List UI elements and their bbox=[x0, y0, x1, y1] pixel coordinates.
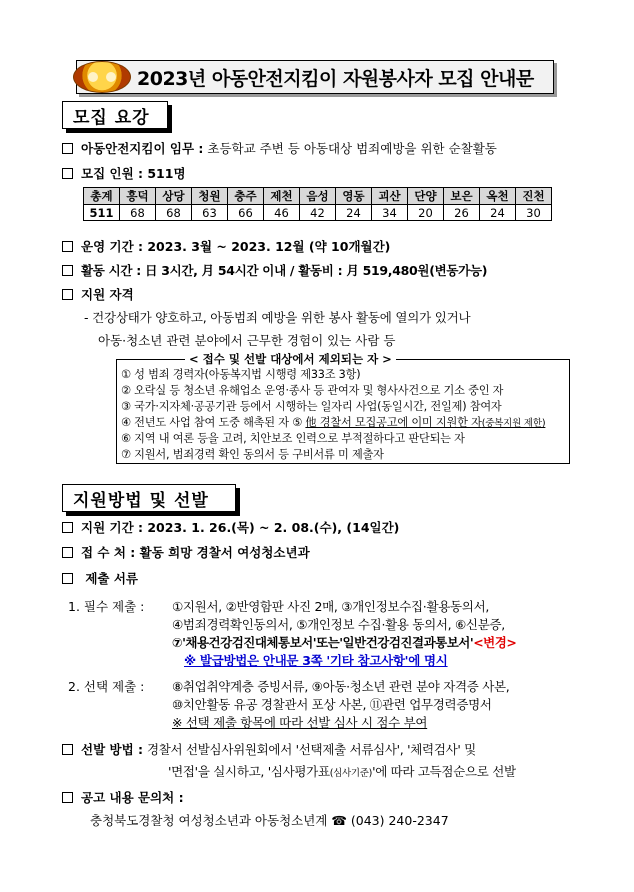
exclusion-item: ① 성 범죄 경력자(아동복지법 시행령 제33조 3항) bbox=[121, 368, 361, 381]
contact-text: 충청북도경찰청 여성청소년과 아동청소년계 ☎ (043) 240-2347 bbox=[90, 813, 449, 828]
checkbox-bullet-icon bbox=[62, 241, 73, 252]
apply-place-line: 접 수 처 : 활동 희망 경찰서 여성청소년과 bbox=[62, 543, 310, 561]
table-header-cell: 단양 bbox=[408, 188, 444, 205]
section-heading-application: 지원방법 및 선발 bbox=[62, 484, 236, 512]
exclusion-item: ③ 국가·지자체·공공기관 등에서 시행하는 일자리 사업(동일시간, 전일제) 참여자 bbox=[121, 400, 502, 413]
exclusion-item: ② 오락실 등 청소년 유해업소 운영·종사 등 관여자 및 형사사건으로 기소 중인 자 bbox=[121, 384, 504, 397]
checkbox-bullet-icon bbox=[62, 547, 73, 558]
table-value-cell: 63 bbox=[192, 205, 228, 221]
required-docs-label: 1. 필수 제출 : bbox=[68, 599, 145, 614]
page-title: 2023년 아동안전지킴이 자원봉사자 모집 안내문 bbox=[137, 67, 534, 90]
table-header-cell: 보은 bbox=[444, 188, 480, 205]
selection-line-2: '면접'을 실시하고, '심사평가표(심사기준)'에 따라 고득점순으로 선발 bbox=[168, 764, 516, 779]
exclusion-item: ⑥ 지역 내 여론 등을 고려, 치안보조 인력으로 부적절하다고 판단되는 자 bbox=[121, 432, 465, 445]
table-header-cell: 진천 bbox=[516, 188, 552, 205]
apply-period-line: 지원 기간 : 2023. 1. 26.(목) ~ 2. 08.(수), (14일간) bbox=[62, 518, 399, 536]
qualification-label: 지원 자격 bbox=[62, 285, 134, 303]
recruit-count-table bbox=[83, 187, 552, 221]
table-header-cell: 영동 bbox=[336, 188, 372, 205]
checkbox-bullet-icon bbox=[62, 573, 73, 584]
required-docs-line-1: ①지원서, ②반영함판 사진 2매, ③개인정보수집·활용동의서, bbox=[172, 599, 490, 614]
table-value-cell: 511 bbox=[84, 205, 120, 221]
optional-docs-label: 2. 선택 제출 : bbox=[68, 679, 145, 694]
count-line: 모집 인원 : 511명 bbox=[62, 164, 186, 182]
issuance-note: ※ 발급방법은 안내문 3쪽 '기타 참고사항'에 명시 bbox=[184, 653, 448, 668]
optional-docs-line-2: ⑩치안활동 유공 경찰관서 포상 사본, ⑪관련 업무경력증명서 bbox=[172, 697, 492, 712]
table-header-cell: 청원 bbox=[192, 188, 228, 205]
checkbox-bullet-icon bbox=[62, 143, 73, 154]
table-value-cell: 24 bbox=[480, 205, 516, 221]
table-value-cell: 68 bbox=[120, 205, 156, 221]
table-value-cell: 30 bbox=[516, 205, 552, 221]
optional-docs-note: ※ 선택 제출 항목에 따라 선발 심사 시 점수 부여 bbox=[172, 715, 428, 730]
table-value-cell: 68 bbox=[156, 205, 192, 221]
qualification-line-1: - 건강상태가 양호하고, 아동범죄 예방을 위한 봉사 활동에 열의가 있거나 bbox=[84, 310, 471, 325]
duty-line: 아동안전지킴이 임무 : 초등학교 주변 등 아동대상 범죄예방을 위한 순찰활동 bbox=[62, 139, 497, 157]
checkbox-bullet-icon bbox=[62, 168, 73, 179]
checkbox-bullet-icon bbox=[62, 522, 73, 533]
table-header-cell: 제천 bbox=[264, 188, 300, 205]
table-value-cell: 20 bbox=[408, 205, 444, 221]
child-safety-logo-icon bbox=[73, 61, 131, 93]
selection-line-1: 선발 방법 : 경찰서 선발심사위원회에서 '선택제출 서류심사', '체력검사' 및 bbox=[62, 740, 476, 758]
exclusion-item: ⑦ 지원서, 범죄경력 확인 동의서 등 구비서류 미 제출자 bbox=[121, 448, 384, 461]
title-banner bbox=[76, 60, 554, 94]
contact-label: 공고 내용 문의처 : bbox=[62, 788, 184, 806]
optional-docs-line-1: ⑧취업취약계층 증빙서류, ⑨아동·청소년 관련 분야 자격증 사본, bbox=[172, 679, 510, 694]
table-header-cell: 상당 bbox=[156, 188, 192, 205]
table-value-cell: 46 bbox=[264, 205, 300, 221]
table-value-cell: 66 bbox=[228, 205, 264, 221]
period-line: 운영 기간 : 2023. 3월 ~ 2023. 12월 (약 10개월간) bbox=[62, 237, 390, 255]
table-value-cell: 26 bbox=[444, 205, 480, 221]
table-value-cell: 42 bbox=[300, 205, 336, 221]
table-header-cell: 음성 bbox=[300, 188, 336, 205]
docs-label: 제출 서류 bbox=[62, 569, 138, 587]
required-docs-line-2: ④범죄경력확인동의서, ⑤개인정보 수집·활용 동의서, ⑥신분증, bbox=[172, 617, 505, 632]
table-header-cell: 충주 bbox=[228, 188, 264, 205]
qualification-line-2: 아동·청소년 관련 분야에서 근무한 경험이 있는 사람 등 bbox=[98, 333, 396, 348]
table-header-cell: 괴산 bbox=[372, 188, 408, 205]
activity-line: 활동 시간 : 日 3시간, 月 54시간 이내 / 활동비 : 月 519,480원(변동가능) bbox=[62, 261, 487, 279]
required-docs-line-3: ⑦'채용건강검진대체통보서'또는'일반건강검진결과통보서'<변경> bbox=[172, 635, 517, 650]
exclusion-box bbox=[116, 352, 570, 464]
checkbox-bullet-icon bbox=[62, 792, 73, 803]
exclusion-title: < 접수 및 선발 대상에서 제외되는 자 > bbox=[185, 351, 396, 367]
checkbox-bullet-icon bbox=[62, 744, 73, 755]
checkbox-bullet-icon bbox=[62, 265, 73, 276]
table-header-cell: 옥천 bbox=[480, 188, 516, 205]
table-header-cell: 흥덕 bbox=[120, 188, 156, 205]
table-header-cell: 총계 bbox=[84, 188, 120, 205]
exclusion-item: ④ 전년도 사업 참여 도중 해촉된 자 ⑤ 他 경찰서 모집공고에 이미 지원한 자(중복지원 제한) bbox=[121, 416, 546, 429]
checkbox-bullet-icon bbox=[62, 289, 73, 300]
table-value-cell: 34 bbox=[372, 205, 408, 221]
section-heading-recruitment: 모집 요강 bbox=[62, 101, 168, 129]
table-value-cell: 24 bbox=[336, 205, 372, 221]
